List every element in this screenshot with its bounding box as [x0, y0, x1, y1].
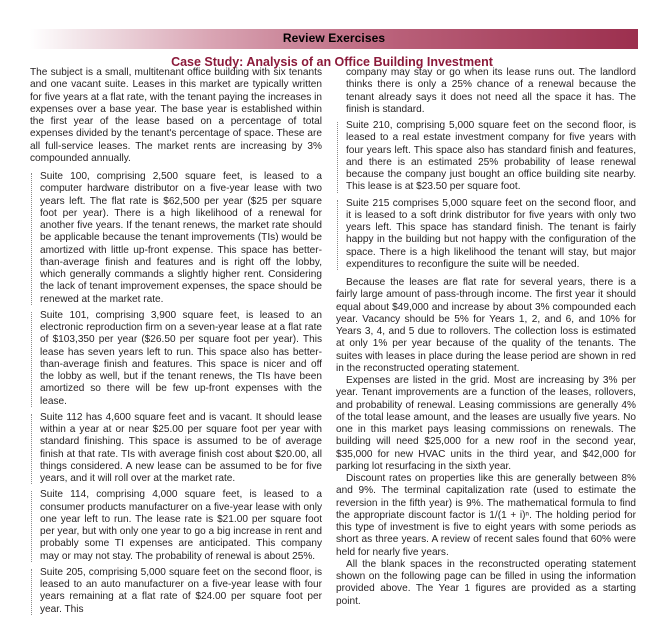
suite-205-continuation: company may stay or go when its lease runs out. The landlord thinks there is only a 25% chance of a renewal because the tenant already says it does not need all the space it has. The finish is standard. — [346, 67, 636, 115]
section-header-title: Review Exercises — [282, 31, 386, 45]
header-bar — [30, 29, 638, 49]
suite-112-item: Suite 112 has 4,600 square feet and is vacant. It should lease within a year at or near $25.00 per square foot per year with standard finishing. This space is assumed to be of average finish at that rate. TIs with average finish cost about $20.00, all things considered. A new lease can be assumed to be for five years, and it will roll over at the market rate. — [30, 412, 322, 486]
suite-list-right — [336, 67, 636, 271]
discount-rates-paragraph: Discount rates on properties like this are generally between 8% and 9%. The terminal capitalization rate (used to estimate the reversion in the fifth year) is 9%. The mathematical formula to find the appropriate discount factor is 1/(1 + i)ⁿ. The holding period for this type of investment is five to eight years with some periods as short as three years. A review of recent sales found that 60% were held for nearly five years. — [336, 473, 636, 558]
intro-paragraph: The subject is a small, multitenant office building with six tenants and one vacant suite. Leases in this market are typically written for five years at a flat rate, with the tenant paying the increases in expenses over a base year. The base year is established within the first year of the lease based on a percentage of total expenses divided by the tenant's percentage of space. These are all full-service leases. The market rents are increasing by 3% compounded annually. — [30, 67, 322, 164]
suite-114-item: Suite 114, comprising 4,000 square feet, is leased to a consumer products manufacturer on a five-year lease with only one year left to run. The lease rate is $21.00 per square foot per year, but with only one year to go a big increase in rent and probably some TI expenses are anticipated. This company may or may not stay. The probability of renewal is about 25%. — [30, 489, 322, 563]
suite-210-item: Suite 210, comprising 5,000 square feet on the second floor, is leased to a real estate investment company for five years with four years left. This space also has standard finish and features, and there is an estimated 25% probability of lease renewal because the company just bought an office building site nearby. This lease is at $23.50 per square foot. — [336, 120, 636, 194]
suite-205-item: Suite 205, comprising 5,000 square feet on the second floor, is leased to an auto manufacturer on a five-year lease with four years remaining at a flat rate of $24.00 per square foot per year. This — [30, 567, 322, 616]
suite-100-item: Suite 100, comprising 2,500 square feet, is leased to a computer hardware distributor on a five-year lease with two years left. The flat rate is $62,500 per year ($25 per square foot per year). There is a high likelihood of a renewal for another five years. If the tenant renews, the market rate should be applicable because the tenant improvements (TIs) would be amortized with little up-front expense. This space has better-than-average finish and features and is right off the lobby, which generally commands a slightly higher rent. Considering the lack of tenant improvement expenses, the space should be renewed at the market rate. — [30, 171, 322, 306]
suite-215-item: Suite 215 comprises 5,000 square feet on the second floor, and it is leased to a soft drink distributor for five years with only two years left. This space has standard finish. The tenant is fairly happy in the building but not happy with the configuration of the space. There is a high likelihood the tenant will stay, but major expenditures to reconfigure the suite will be needed. — [336, 198, 636, 272]
blank-spaces-paragraph: All the blank spaces in the reconstructed operating statement shown on the following page can be filled in using the information provided above. The Year 1 figures are provided as a starting point. — [336, 558, 636, 607]
suite-101-item: Suite 101, comprising 3,900 square feet, is leased to an electronic reproduction firm on a seven-year lease at a flat rate of $103,350 per year ($26.50 per square foot per year). This lease has seven years left to run. This space also has better-than-average finish and features. This space is nicer and off the lobby as well, but if the tenant renews, the TIs have been amortized so there will be few up-front expenses with the lease. — [30, 310, 322, 408]
suite-list-left — [30, 171, 322, 616]
expenses-paragraph: Expenses are listed in the grid. Most are increasing by 3% per year. Tenant improvements are a function of the leases, rollovers, and probability of renewal. Leasing commissions are generally 4% of the total lease amount, and the leases are usually five years. No one in this market pays leasing commissions on renewals. The building will need $25,000 for a new roof in the second year, $35,000 for new HVAC units in the third year, and $42,000 for parking lot resurfacing in the sixth year. — [336, 375, 636, 472]
pass-through-paragraph: Because the leases are flat rate for several years, there is a fairly large amount of pass-through income. The first year it should equal about $49,000 and increase by about 3% compounded each year. Vacancy should be 5% for Years 1, 2, and 6, and 10% for Years 3, 4, and 5 due to rollovers. The collection loss is estimated at only 1% per year because of the quality of the tenants. The suites with leases in place during the lease period are shown in red in the reconstructed operating statement. — [336, 277, 636, 374]
right-column — [336, 67, 636, 608]
case-study-title: Case Study: Analysis of an Office Building Investment — [171, 55, 493, 69]
left-column — [30, 67, 322, 616]
